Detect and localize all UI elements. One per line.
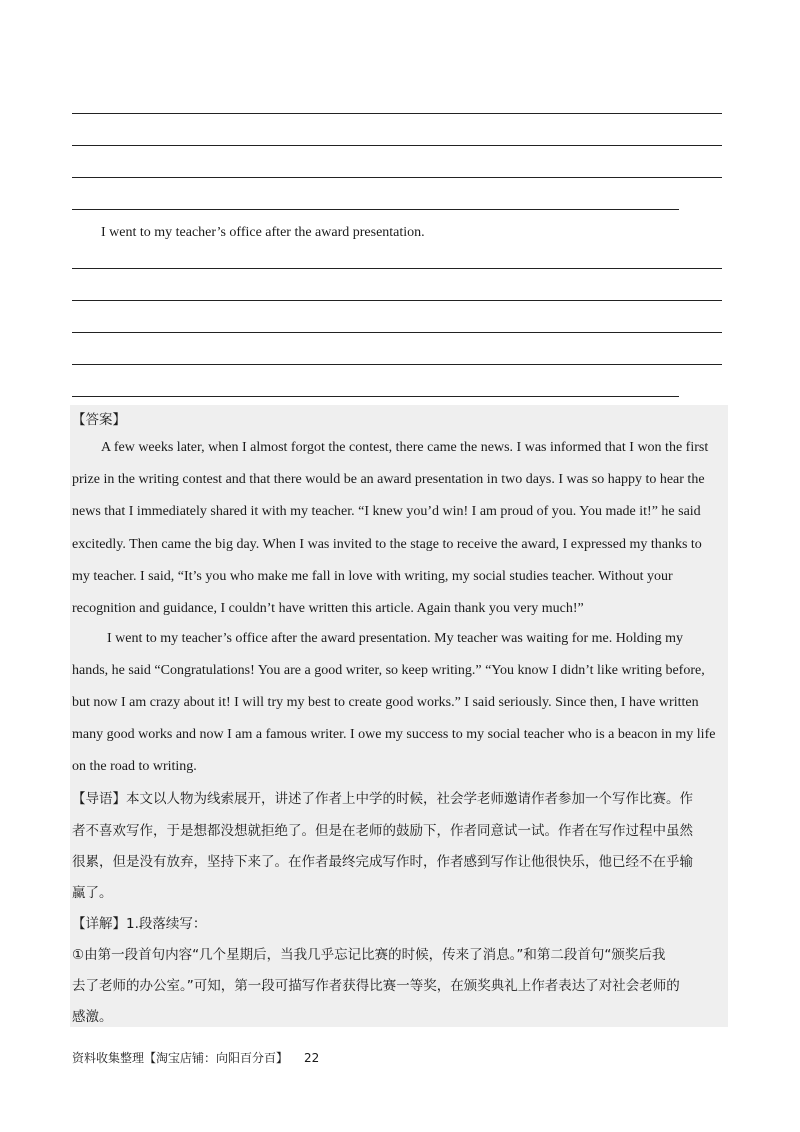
answer-para1-line: recognition and guidance, I couldn’t have written this article. Again thank you very much!” — [72, 601, 584, 616]
detail-line: 感激。 — [72, 1009, 113, 1025]
writing-line — [72, 177, 722, 178]
answer-para2-line: on the road to writing. — [72, 759, 197, 774]
writing-line — [72, 268, 722, 269]
answer-para1-line: news that I immediately shared it with my teacher. “I knew you’d win! I am proud of you. You made it!” he said — [72, 504, 701, 519]
detail-heading: 【详解】1.段落续写： — [72, 916, 207, 932]
answer-para1-line: prize in the writing contest and that there would be an award presentation in two days. I was so happy to hear the — [72, 472, 705, 487]
detail-line: ①由第一段首句内容“几个星期后，当我几乎忘记比赛的时候，传来了消息。”和第二段首句“颁奖后我 — [72, 947, 666, 963]
answer-heading: 【答案】 — [72, 412, 126, 428]
guide-line: 很累，但是没有放弃，坚持下来了。在作者最终完成写作时，作者感到写作让他很快乐，他已经不在乎输 — [72, 854, 693, 870]
answer-para2-line: hands, he said “Congratulations! You are a good writer, so keep writing.” “You know I didn’t like writing before, — [72, 663, 705, 678]
guide-line: 【导语】本文以人物为线索展开，讲述了作者上中学的时候，社会学老师邀请作者参加一个写作比赛。作 — [72, 791, 693, 807]
detail-line: 去了老师的办公室。”可知，第一段可描写作者获得比赛一等奖，在颁奖典礼上作者表达了对社会老师的 — [72, 978, 680, 994]
answer-para1-line: A few weeks later, when I almost forgot the contest, there came the news. I was informed that I won the first — [101, 440, 709, 455]
writing-line — [72, 364, 722, 365]
answer-para1-line: excitedly. Then came the big day. When I was invited to the stage to receive the award, I expressed my thanks to — [72, 537, 702, 552]
guide-line: 赢了。 — [72, 885, 113, 901]
answer-para2-line: I went to my teacher’s office after the award presentation. My teacher was waiting for me. Holding my — [107, 631, 684, 646]
writing-line — [72, 113, 722, 114]
paragraph-prompt-2: I went to my teacher’s office after the award presentation. — [101, 225, 425, 240]
writing-line — [72, 300, 722, 301]
answer-para2-line: but now I am crazy about it! I will try my best to create good works.” I said seriously. Since then, I have written — [72, 695, 699, 710]
writing-line — [72, 332, 722, 333]
guide-line: 者不喜欢写作，于是想都没想就拒绝了。但是在老师的鼓励下，作者同意试一试。作者在写作过程中虽然 — [72, 823, 693, 839]
page-footer — [72, 1049, 319, 1067]
writing-line — [72, 145, 722, 146]
page-number: 22 — [304, 1051, 320, 1065]
writing-line — [72, 396, 679, 397]
answer-para2-line: many good works and now I am a famous writer. I owe my success to my social teacher who is a beacon in my life — [72, 727, 716, 742]
footer-source: 资料收集整理【淘宝店铺：向阳百分百】 — [72, 1051, 289, 1065]
writing-line — [72, 209, 679, 210]
answer-para1-line: my teacher. I said, “It’s you who make me fall in love with writing, my social studies teacher. Without your — [72, 569, 673, 584]
